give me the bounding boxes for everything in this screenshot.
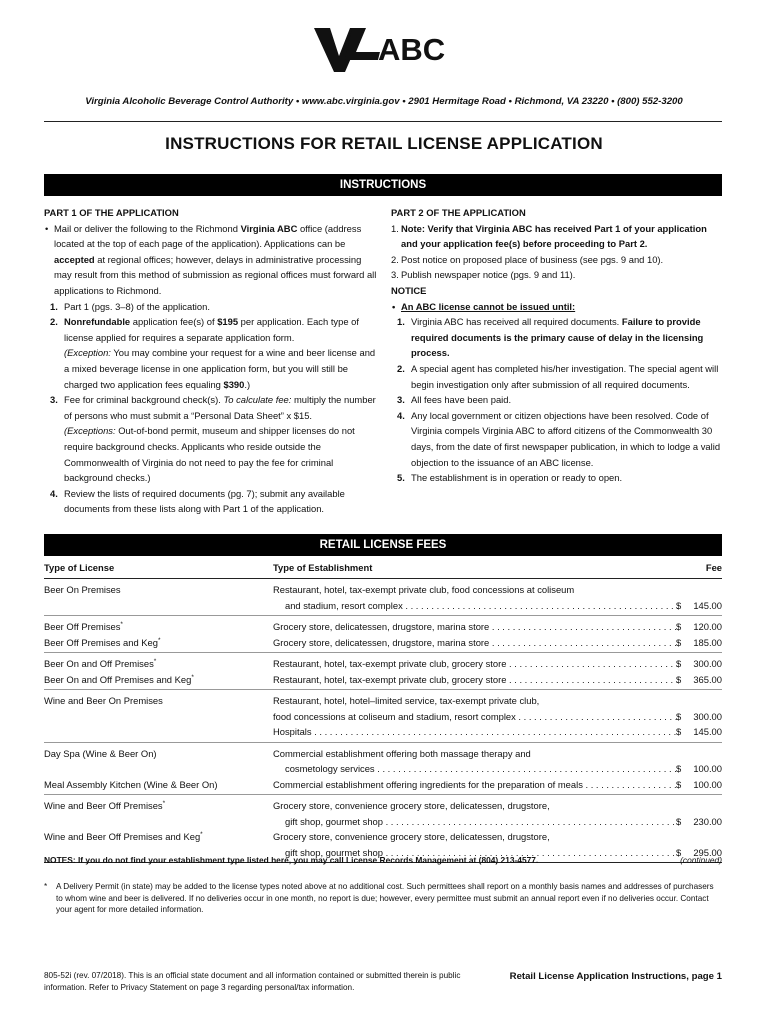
- fee-line: [44, 656, 722, 672]
- currency-symbol: $: [676, 763, 682, 774]
- fees-table: [44, 562, 722, 863]
- part1-column: [44, 205, 379, 517]
- delivery-permit-star: *: [200, 830, 203, 838]
- delivery-permit-star: *: [191, 673, 194, 681]
- currency-symbol: $: [676, 658, 682, 669]
- fee-amount: 300.00: [693, 658, 722, 669]
- establishment-type: gift shop, gourmet shop . . .: [273, 814, 679, 830]
- fee-row: [44, 743, 722, 796]
- continued-label: (continued): [680, 855, 722, 865]
- footnote: [44, 881, 722, 916]
- delivery-permit-star: *: [162, 799, 166, 807]
- establishment-type: Restaurant, hotel, tax-exempt private club, grocery store . . .: [273, 656, 679, 672]
- fee-line: [44, 693, 722, 709]
- part2-item-3: 3. Publish newspaper notice (pgs. 9 and 11).: [391, 269, 576, 281]
- col-establishment-header: Type of Establishment: [273, 562, 373, 573]
- notice-item-2: 2. A special agent has completed his/her investigation. The special agent will begin investigation only after submission of all required documents.: [397, 362, 719, 390]
- part1-item-1: 1. Part 1 (pgs. 3–8) of the application.: [50, 300, 210, 312]
- virginia-abc-logo: [312, 26, 462, 74]
- fees-table-header: [44, 562, 722, 579]
- notice-item-3: 3. All fees have been paid.: [397, 394, 512, 406]
- fee-amount: 120.00: [693, 621, 722, 632]
- fee-row: [44, 795, 722, 863]
- establishment-type: Grocery store, delicatessen, drugstore, marina store . . .: [273, 635, 679, 651]
- fee-row: [44, 653, 722, 690]
- part1-item-2: 2. Nonrefundable application fee(s) of $195 per application. Each type of license applied for requires a separate application form. (Exception: You may combine your request for a wine and beer license and a mixed beverage license in one application form, but you will still be charged two application fees equaling $390.): [50, 316, 376, 390]
- part1-item-4: 4. Review the lists of required documents (pg. 7); submit any available documents from these lists along with Part 1 of the application.: [50, 487, 345, 515]
- fee-line: [44, 582, 722, 598]
- establishment-type: Restaurant, hotel, tax-exempt private club, grocery store . . .: [273, 672, 679, 688]
- establishment-type: Grocery store, convenience grocery store, delicatessen, drugstore,: [273, 831, 550, 842]
- page-title: INSTRUCTIONS FOR RETAIL LICENSE APPLICATION: [165, 134, 603, 153]
- notice-item-5: 5. The establishment is in operation or ready to open.: [397, 472, 623, 484]
- license-type: Beer Off Premises and Keg*: [44, 636, 161, 648]
- notes-text: NOTES: If you do not find your establishment type listed here, you may call License Records Management at (804) 213-4577.: [44, 855, 539, 865]
- establishment-type: Restaurant, hotel, tax-exempt private club, food concessions at coliseum: [273, 584, 575, 595]
- part2-column: [391, 205, 722, 486]
- establishment-type: Commercial establishment offering ingredients for the preparation of meals . . .: [273, 777, 679, 793]
- form-footer-page: Retail License Application Instructions, page 1: [509, 971, 722, 982]
- currency-symbol: $: [676, 673, 682, 685]
- part1-heading: PART 1 OF THE APPLICATION: [44, 207, 179, 218]
- fee-line: [44, 709, 722, 725]
- part1-intro: • Mail or deliver the following to the Richmond Virginia ABC office (address located at the top of each page of the application). Applications can be accepted at regional offices; however, delays in administrative processing may result from this method of submission as regional offices must forward all applications to Richmond.: [45, 222, 377, 296]
- col-fee-header: Fee: [705, 562, 722, 573]
- currency-symbol: $: [676, 846, 682, 858]
- delivery-permit-star: *: [120, 620, 123, 628]
- fee-line: [44, 635, 722, 651]
- fee-amount: 230.00: [693, 815, 722, 827]
- establishment-type: cosmetology services . . .: [273, 761, 679, 777]
- establishment-type: Restaurant, hotel, hotel–limited service, tax-exempt private club,: [273, 695, 540, 706]
- fee-amount: 100.00: [693, 778, 722, 790]
- retail-license-fees-bar: RETAIL LICENSE FEES: [44, 534, 722, 556]
- footnote-text: A Delivery Permit (in state) may be added to the license types noted above at no additional cost. Such permittees shall report on a monthly basis names and addresses of purchasers to whom wine and beer is delivered. If no deliveries occur in one month, no report is due; however, every permittee must submit an annual report even if no deliveries occur. Contact your agent for more detailed information.: [56, 882, 714, 915]
- fee-row: [44, 579, 722, 616]
- fee-amount: 300.00: [693, 710, 722, 722]
- fee-line: [44, 724, 722, 740]
- notice-item-4: 4. Any local government or citizen objections have been resolved. Code of Virginia compels Virginia ABC to afford citizens of the Commonwealth 30 days, from the date of first newspaper publication, in which to lodge a valid objection to the issuance of an ABC license.: [397, 409, 721, 468]
- fee-line: [44, 746, 722, 762]
- fee-line: [44, 619, 722, 635]
- instructions-bar: INSTRUCTIONS: [44, 174, 722, 196]
- license-type: Beer On and Off Premises*: [44, 657, 157, 669]
- currency-symbol: $: [676, 778, 682, 790]
- currency-symbol: $: [676, 815, 682, 827]
- notice-item-1: 1. Virginia ABC has received all required documents. Failure to provide required documents is the primary cause of delay in the licensing process.: [397, 316, 704, 359]
- part2-heading: PART 2 OF THE APPLICATION: [391, 207, 526, 218]
- fee-amount: 185.00: [693, 636, 722, 648]
- fee-amount: 295.00: [693, 846, 722, 858]
- fee-line: [44, 761, 722, 777]
- establishment-type: and stadium, resort complex . . .: [273, 598, 679, 614]
- footnote-star: *: [44, 882, 48, 891]
- fee-amount: 100.00: [693, 763, 722, 774]
- currency-symbol: $: [676, 621, 682, 632]
- license-type: Wine and Beer On Premises: [44, 695, 163, 706]
- fees-table-body: [44, 579, 722, 863]
- fee-amount: 145.00: [693, 599, 722, 611]
- header-rule: [44, 121, 722, 122]
- delivery-permit-star: *: [157, 636, 161, 644]
- fee-row: [44, 616, 722, 653]
- fee-line: [44, 777, 722, 793]
- fee-line: [44, 798, 722, 814]
- form-footer-left: 805-52i (rev. 07/2018). This is an official state document and all information contained or submitted therein is public information. Refer to Privacy Statement on page 3 regarding personal/tax information.: [44, 971, 461, 992]
- license-type: Wine and Beer Off Premises and Keg*: [44, 830, 203, 842]
- fee-amount: 145.00: [693, 726, 722, 737]
- license-type: Day Spa (Wine & Beer On): [44, 747, 157, 759]
- establishment-type: gift shop, gourmet shop . . .: [273, 845, 679, 861]
- license-type: Beer On and Off Premises and Keg*: [44, 673, 194, 685]
- delivery-permit-star: *: [153, 657, 157, 665]
- license-type: Meal Assembly Kitchen (Wine & Beer On): [44, 778, 218, 790]
- col-license-header: Type of License: [44, 562, 115, 573]
- license-type: Beer On Premises: [44, 584, 121, 595]
- part1-item-3: 3. Fee for criminal background check(s). To calculate fee: multiply the number of persons who must submit a “Personal Data Sheet” x $15. (Exceptions: Out-of-bond permit, museum and shipper licenses do not require background checks. Applicants who reside outside the Commonwealth of Virginia do not need to pay the fee for criminal background checks.): [50, 394, 376, 484]
- fee-line: [44, 598, 722, 614]
- fee-line: [44, 672, 722, 688]
- part2-item-2: 2. Post notice on proposed place of business (see pgs. 9 and 10).: [391, 253, 664, 265]
- establishment-type: Grocery store, convenience grocery store, delicatessen, drugstore,: [273, 800, 550, 811]
- license-type: Beer Off Premises*: [44, 620, 123, 632]
- fee-row: [44, 690, 722, 743]
- fee-amount: 365.00: [693, 673, 722, 685]
- notes: [44, 855, 722, 865]
- fee-line: [44, 814, 722, 830]
- currency-symbol: $: [676, 599, 682, 611]
- license-type: Wine and Beer Off Premises*: [44, 799, 166, 811]
- establishment-type: Commercial establishment offering both massage therapy and: [273, 747, 531, 759]
- establishment-type: food concessions at coliseum and stadium, resort complex . . .: [273, 709, 679, 725]
- currency-symbol: $: [676, 710, 682, 722]
- currency-symbol: $: [676, 726, 682, 737]
- notice-bullet: • An ABC license cannot be issued until:: [392, 300, 576, 312]
- logo-text: ABC: [378, 32, 446, 67]
- agency-address: Virginia Alcoholic Beverage Control Authority • www.abc.virginia.gov • 2901 Hermitage Road • Richmond, VA 23220 • (800) 552-3200: [85, 96, 683, 107]
- part2-item-1: 1. Note: Verify that Virginia ABC has received Part 1 of your application and your application fee(s) before proceeding to Part 2.: [391, 222, 707, 250]
- establishment-type: Grocery store, delicatessen, drugstore, marina store . . .: [273, 619, 679, 635]
- establishment-type: Hospitals . . .: [273, 724, 679, 740]
- fee-line: [44, 829, 722, 845]
- currency-symbol: $: [676, 636, 682, 648]
- notice-heading: NOTICE: [391, 284, 427, 296]
